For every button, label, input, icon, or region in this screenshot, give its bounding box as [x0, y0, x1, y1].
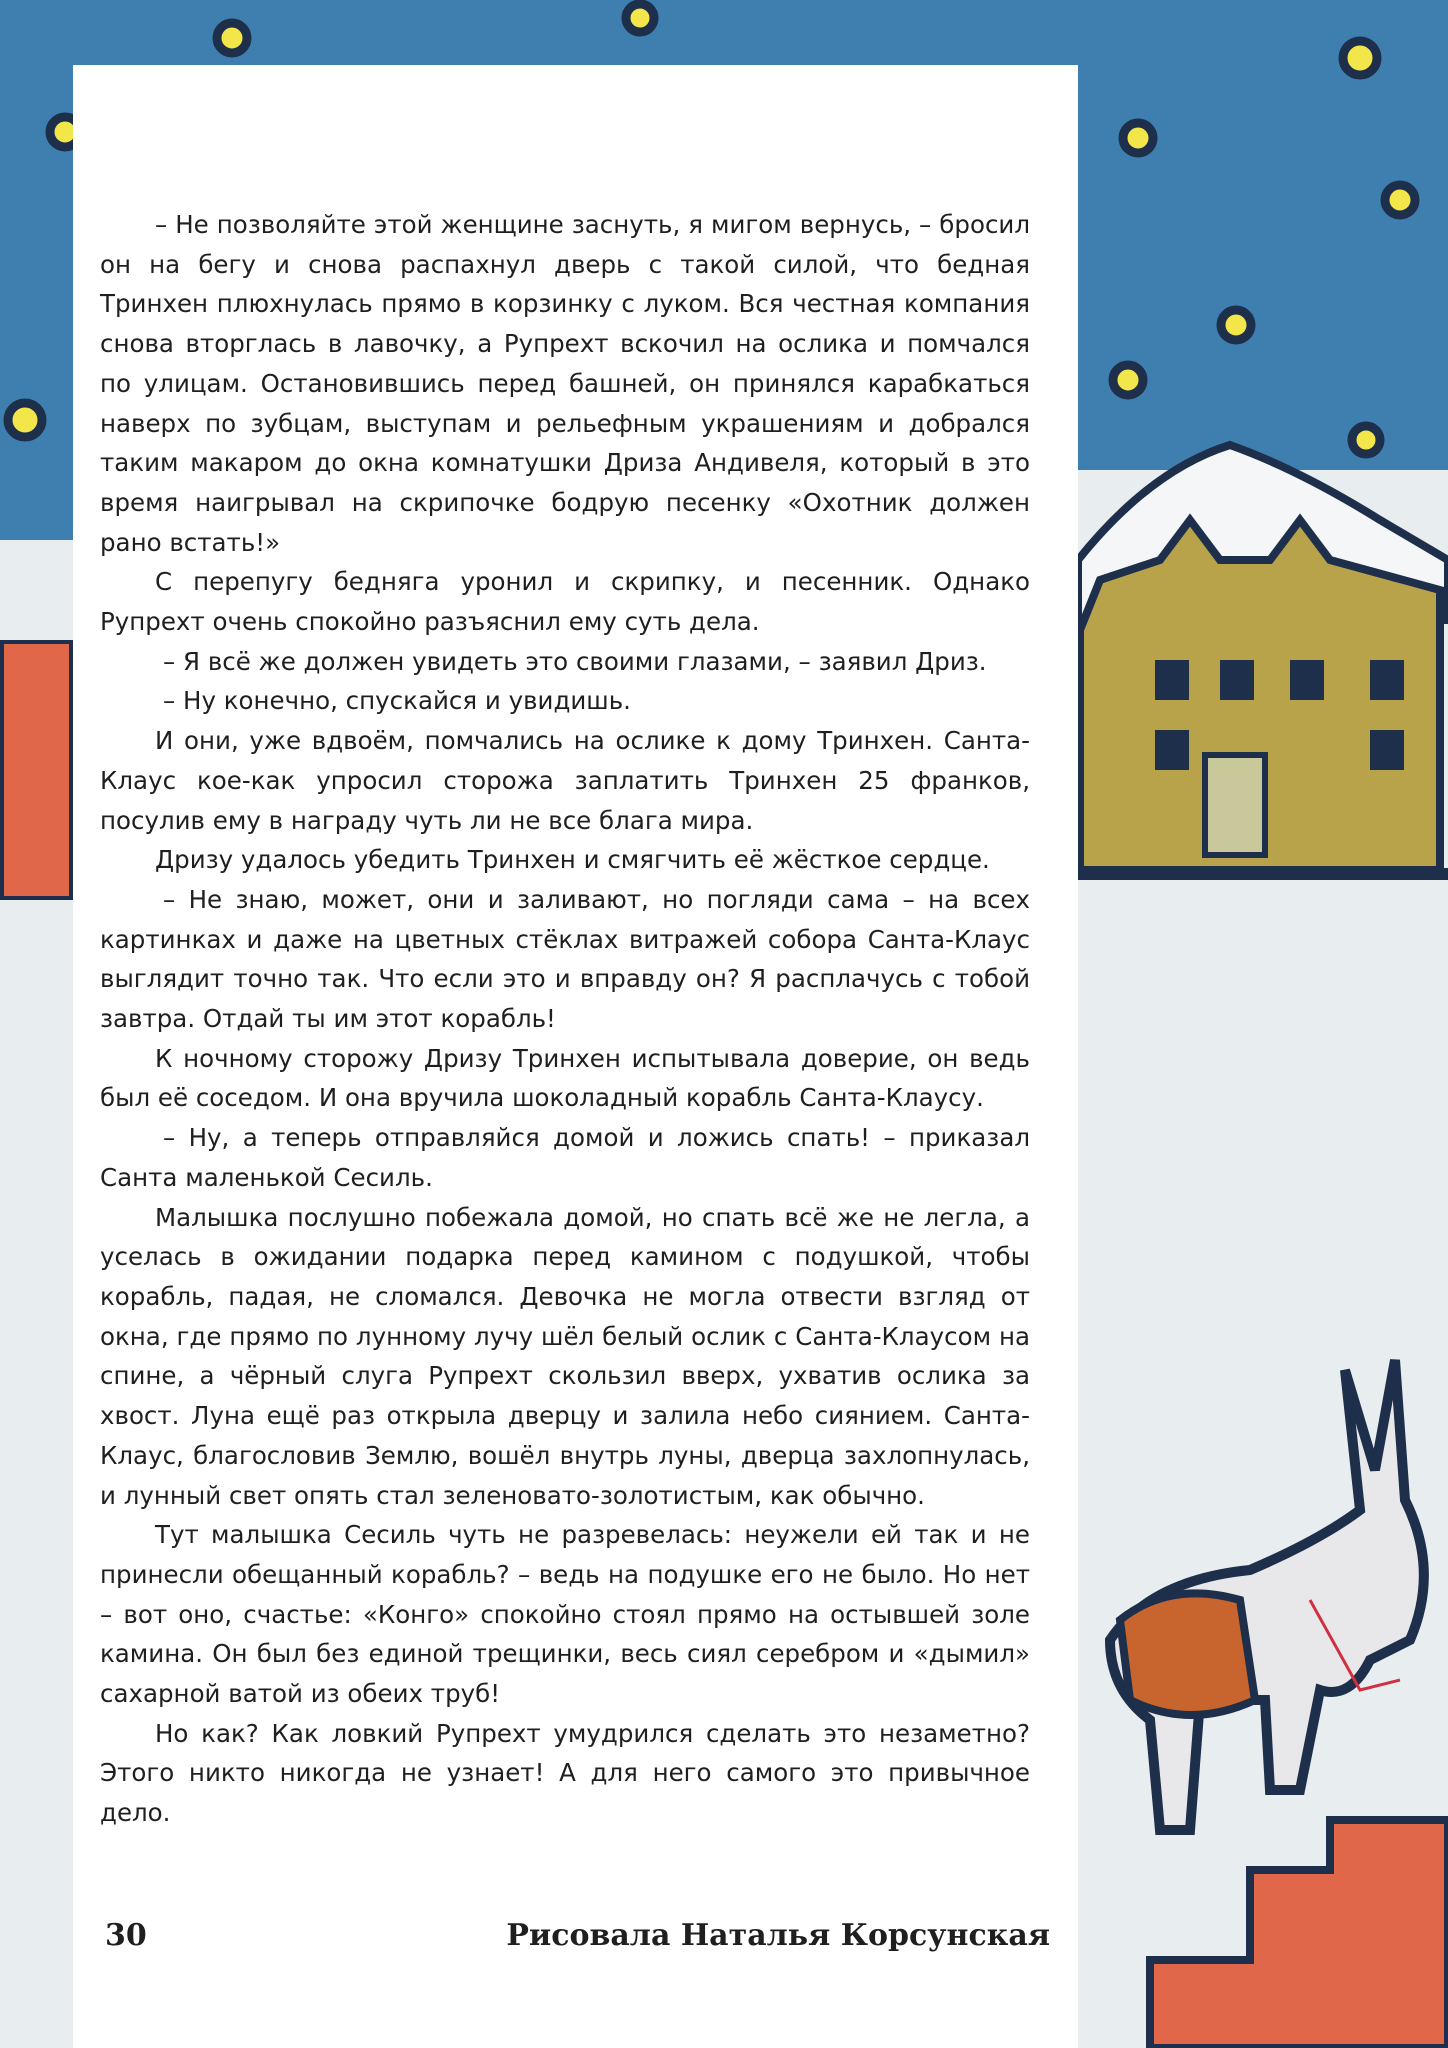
paragraph: Малышка послушно побежала домой, но спать всё же не легла, а уселась в ожидании подарка перед камином с подушкой, чтобы корабль, падая, не сломался. Девочка не могла отвести взгляд от окна, где прямо по лунному лучу шёл белый ослик с Санта-Клаусом на спине, а чёрный слуга Рупрехт скользил вверх, ухватив ослика за хвост. Луна ещё раз открыла дверцу и залила небо сиянием. Санта-Клаус, благословив Землю, вошёл внутрь луны, дверца захлопнулась, и лунный свет опять стал зеленовато-золотистым, как обычно. — [100, 1202, 1030, 1510]
dialogue-line: – Я всё же должен увидеть это своими глазами, – заявил Дриз. — [163, 646, 987, 676]
basket-icon — [1120, 1593, 1255, 1715]
dialogue-line: – Не знаю, может, они и заливают, но погляди сама – на всех картинках и даже на цветных стёклах витражей собора Санта-Клаус выглядит точно так. Что если это и вправду он? Я расплачусь с тобой завтра. Отдай ты им этот корабль! — [100, 884, 1030, 1034]
paragraph: К ночному сторожу Дризу Тринхен испытывала доверие, он ведь был её соседом. И она вручила шоколадный корабль Санта-Клаусу. — [100, 1043, 1030, 1113]
story-text — [100, 205, 1030, 1833]
paragraph: Но как? Как ловкий Рупрехт умудрился сделать это незаметно? Этого никто никогда не узнает! А для него самого это привычное дело. — [100, 1718, 1030, 1828]
house-icon — [1080, 520, 1440, 870]
dialogue-line: – Ну конечно, спускайся и увидишь. — [163, 686, 631, 716]
page-number: 30 — [105, 1918, 147, 1953]
paragraph: И они, уже вдвоём, помчались на ослике к дому Тринхен. Санта-Клаус кое-как упросил сторожа заплатить Тринхен 25 франков, посулив ему в награду чуть ли не все блага мира. — [100, 726, 1030, 835]
paragraph: Тут малышка Сесиль чуть не разревелась: неужели ей так и не принесли обещанный корабль? – ведь на подушке его не было. Но нет – вот оно, счастье: «Конго» спокойно стоял прямо на остывшей золе камина. Он был без единой трещинки, весь сиял серебром и «дымил» сахарной ватой из обеих труб! — [100, 1520, 1030, 1709]
paragraph: Дризу удалось убедить Тринхен и смягчить её жёсткое сердце. — [155, 845, 990, 875]
paragraph: С перепугу бедняга уронил и скрипку, и песенник. Однако Рупрехт очень спокойно разъяснил ему суть дела. — [100, 567, 1030, 637]
paragraph: – Не позволяйте этой женщине заснуть, я мигом вернусь, – бросил он на бегу и снова распахнул дверь с такой силой, что бедная Тринхен плюхнулась прямо в корзинку с луком. Вся честная компания снова вторглась в лавочку, а Рупрехт вскочил на ослика и помчался по улицам. Остановившись перед башней, он принялся карабкаться наверх по зубцам, выступам и рельефным украшениям и добрался таким макаром до окна комнатушки Дриза Андивеля, который в это время наигрывал на скрипочке бодрую песенку «Охотник должен рано встать!» — [100, 210, 1030, 557]
dialogue-line: – Ну, а теперь отправляйся домой и ложись спать! – приказал Санта маленькой Сесиль. — [100, 1123, 1030, 1192]
illustrator-credit: Рисовала Наталья Корсунская — [506, 1918, 1050, 1953]
